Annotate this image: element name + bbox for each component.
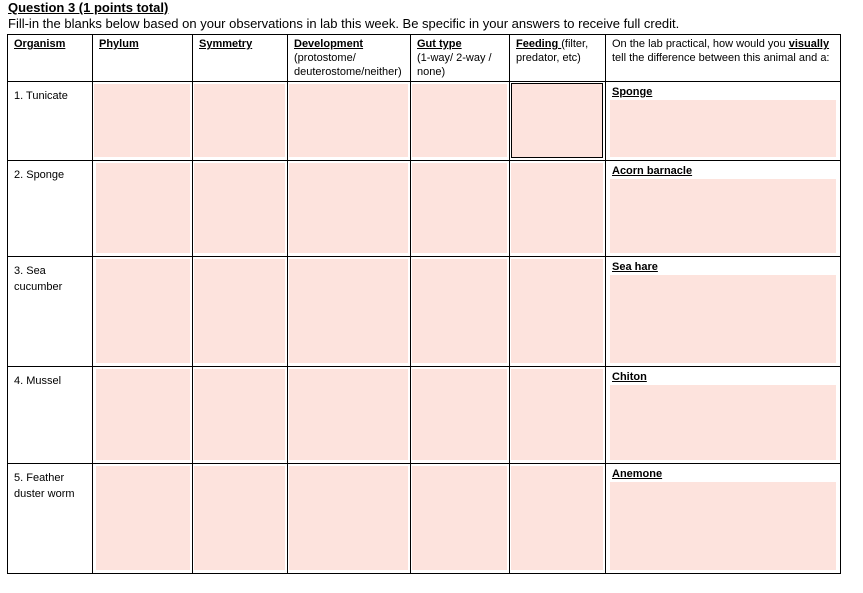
table-row — [8, 161, 841, 257]
gut-type-answer-cell[interactable] — [411, 367, 510, 464]
practical-answer-field[interactable] — [610, 385, 836, 460]
gut-type-answer-field[interactable] — [412, 163, 507, 253]
phylum-answer-field[interactable] — [96, 369, 190, 460]
feeding-answer-cell[interactable] — [510, 257, 606, 367]
practical-answer-cell[interactable] — [606, 257, 841, 367]
header-development: Development (protostome/ deuterostome/neither) — [288, 35, 411, 82]
symmetry-answer-cell[interactable] — [193, 82, 288, 161]
practical-answer-cell[interactable] — [606, 82, 841, 161]
header-organism: Organism — [8, 35, 93, 82]
header-practical: On the lab practical, how would you visually tell the difference between this animal and a: — [606, 35, 841, 82]
feeding-answer-field[interactable] — [512, 84, 602, 157]
organism-cell: 5. Feather duster worm — [8, 464, 93, 574]
phylum-answer-field[interactable] — [96, 163, 190, 253]
phylum-answer-field[interactable] — [96, 466, 190, 570]
compare-animal-label: Chiton — [612, 371, 647, 383]
table-row — [8, 464, 841, 574]
gut-type-answer-field[interactable] — [412, 84, 507, 157]
practical-answer-field[interactable] — [610, 100, 836, 157]
feeding-answer-cell[interactable] — [510, 464, 606, 574]
phylum-answer-cell[interactable] — [93, 161, 193, 257]
answer-table — [7, 34, 841, 574]
symmetry-answer-field[interactable] — [194, 369, 285, 460]
development-answer-cell[interactable] — [288, 257, 411, 367]
development-answer-cell[interactable] — [288, 161, 411, 257]
practical-answer-field[interactable] — [610, 179, 836, 253]
development-answer-field[interactable] — [289, 84, 408, 157]
development-answer-field[interactable] — [289, 369, 408, 460]
header-symmetry: Symmetry — [193, 35, 288, 82]
organism-cell: 2. Sponge — [8, 161, 93, 257]
feeding-answer-field[interactable] — [511, 259, 603, 363]
symmetry-answer-cell[interactable] — [193, 464, 288, 574]
phylum-answer-cell[interactable] — [93, 82, 193, 161]
phylum-answer-cell[interactable] — [93, 257, 193, 367]
practical-answer-cell[interactable] — [606, 464, 841, 574]
symmetry-answer-cell[interactable] — [193, 161, 288, 257]
feeding-answer-cell[interactable] — [510, 367, 606, 464]
symmetry-answer-cell[interactable] — [193, 257, 288, 367]
symmetry-answer-field[interactable] — [194, 84, 285, 157]
feeding-answer-field[interactable] — [511, 163, 603, 253]
symmetry-answer-cell[interactable] — [193, 367, 288, 464]
table-row — [8, 367, 841, 464]
header-phylum: Phylum — [93, 35, 193, 82]
question-title: Question 3 (1 points total) — [8, 0, 169, 15]
gut-type-answer-cell[interactable] — [411, 464, 510, 574]
compare-animal-label: Acorn barnacle — [612, 165, 693, 177]
development-answer-field[interactable] — [289, 466, 408, 570]
practical-answer-cell[interactable] — [606, 367, 841, 464]
table-row — [8, 257, 841, 367]
compare-animal-label: Sponge — [612, 86, 653, 98]
development-answer-cell[interactable] — [288, 367, 411, 464]
compare-animal-label: Sea hare — [612, 261, 658, 273]
feeding-answer-cell[interactable] — [510, 161, 606, 257]
development-answer-cell[interactable] — [288, 82, 411, 161]
instruction-text: Fill-in the blanks below based on your observations in lab this week. Be specific in your answers to receive full credit. — [8, 16, 680, 31]
header-gut-type: Gut type (1-way/ 2-way / none) — [411, 35, 510, 82]
gut-type-answer-cell[interactable] — [411, 82, 510, 161]
organism-cell: 4. Mussel — [8, 367, 93, 464]
phylum-answer-cell[interactable] — [93, 367, 193, 464]
feeding-answer-field[interactable] — [511, 466, 603, 570]
header-feeding: Feeding (filter, predator, etc) — [510, 35, 606, 82]
organism-cell: 1. Tunicate — [8, 82, 93, 161]
feeding-answer-field[interactable] — [511, 369, 603, 460]
feeding-answer-cell[interactable] — [510, 82, 606, 161]
phylum-answer-field[interactable] — [94, 84, 190, 157]
practical-answer-cell[interactable] — [606, 161, 841, 257]
gut-type-answer-field[interactable] — [412, 259, 507, 363]
gut-type-answer-cell[interactable] — [411, 161, 510, 257]
symmetry-answer-field[interactable] — [194, 466, 285, 570]
symmetry-answer-field[interactable] — [194, 259, 285, 363]
header-row — [8, 35, 841, 82]
compare-animal-label: Anemone — [612, 468, 663, 480]
phylum-answer-cell[interactable] — [93, 464, 193, 574]
practical-answer-field[interactable] — [610, 482, 836, 570]
symmetry-answer-field[interactable] — [194, 163, 285, 253]
practical-answer-field[interactable] — [610, 275, 836, 363]
development-answer-field[interactable] — [289, 163, 408, 253]
table-row — [8, 82, 841, 161]
gut-type-answer-cell[interactable] — [411, 257, 510, 367]
development-answer-field[interactable] — [289, 259, 408, 363]
gut-type-answer-field[interactable] — [412, 369, 507, 460]
gut-type-answer-field[interactable] — [412, 466, 507, 570]
development-answer-cell[interactable] — [288, 464, 411, 574]
organism-cell: 3. Sea cucumber — [8, 257, 93, 367]
phylum-answer-field[interactable] — [96, 259, 190, 363]
